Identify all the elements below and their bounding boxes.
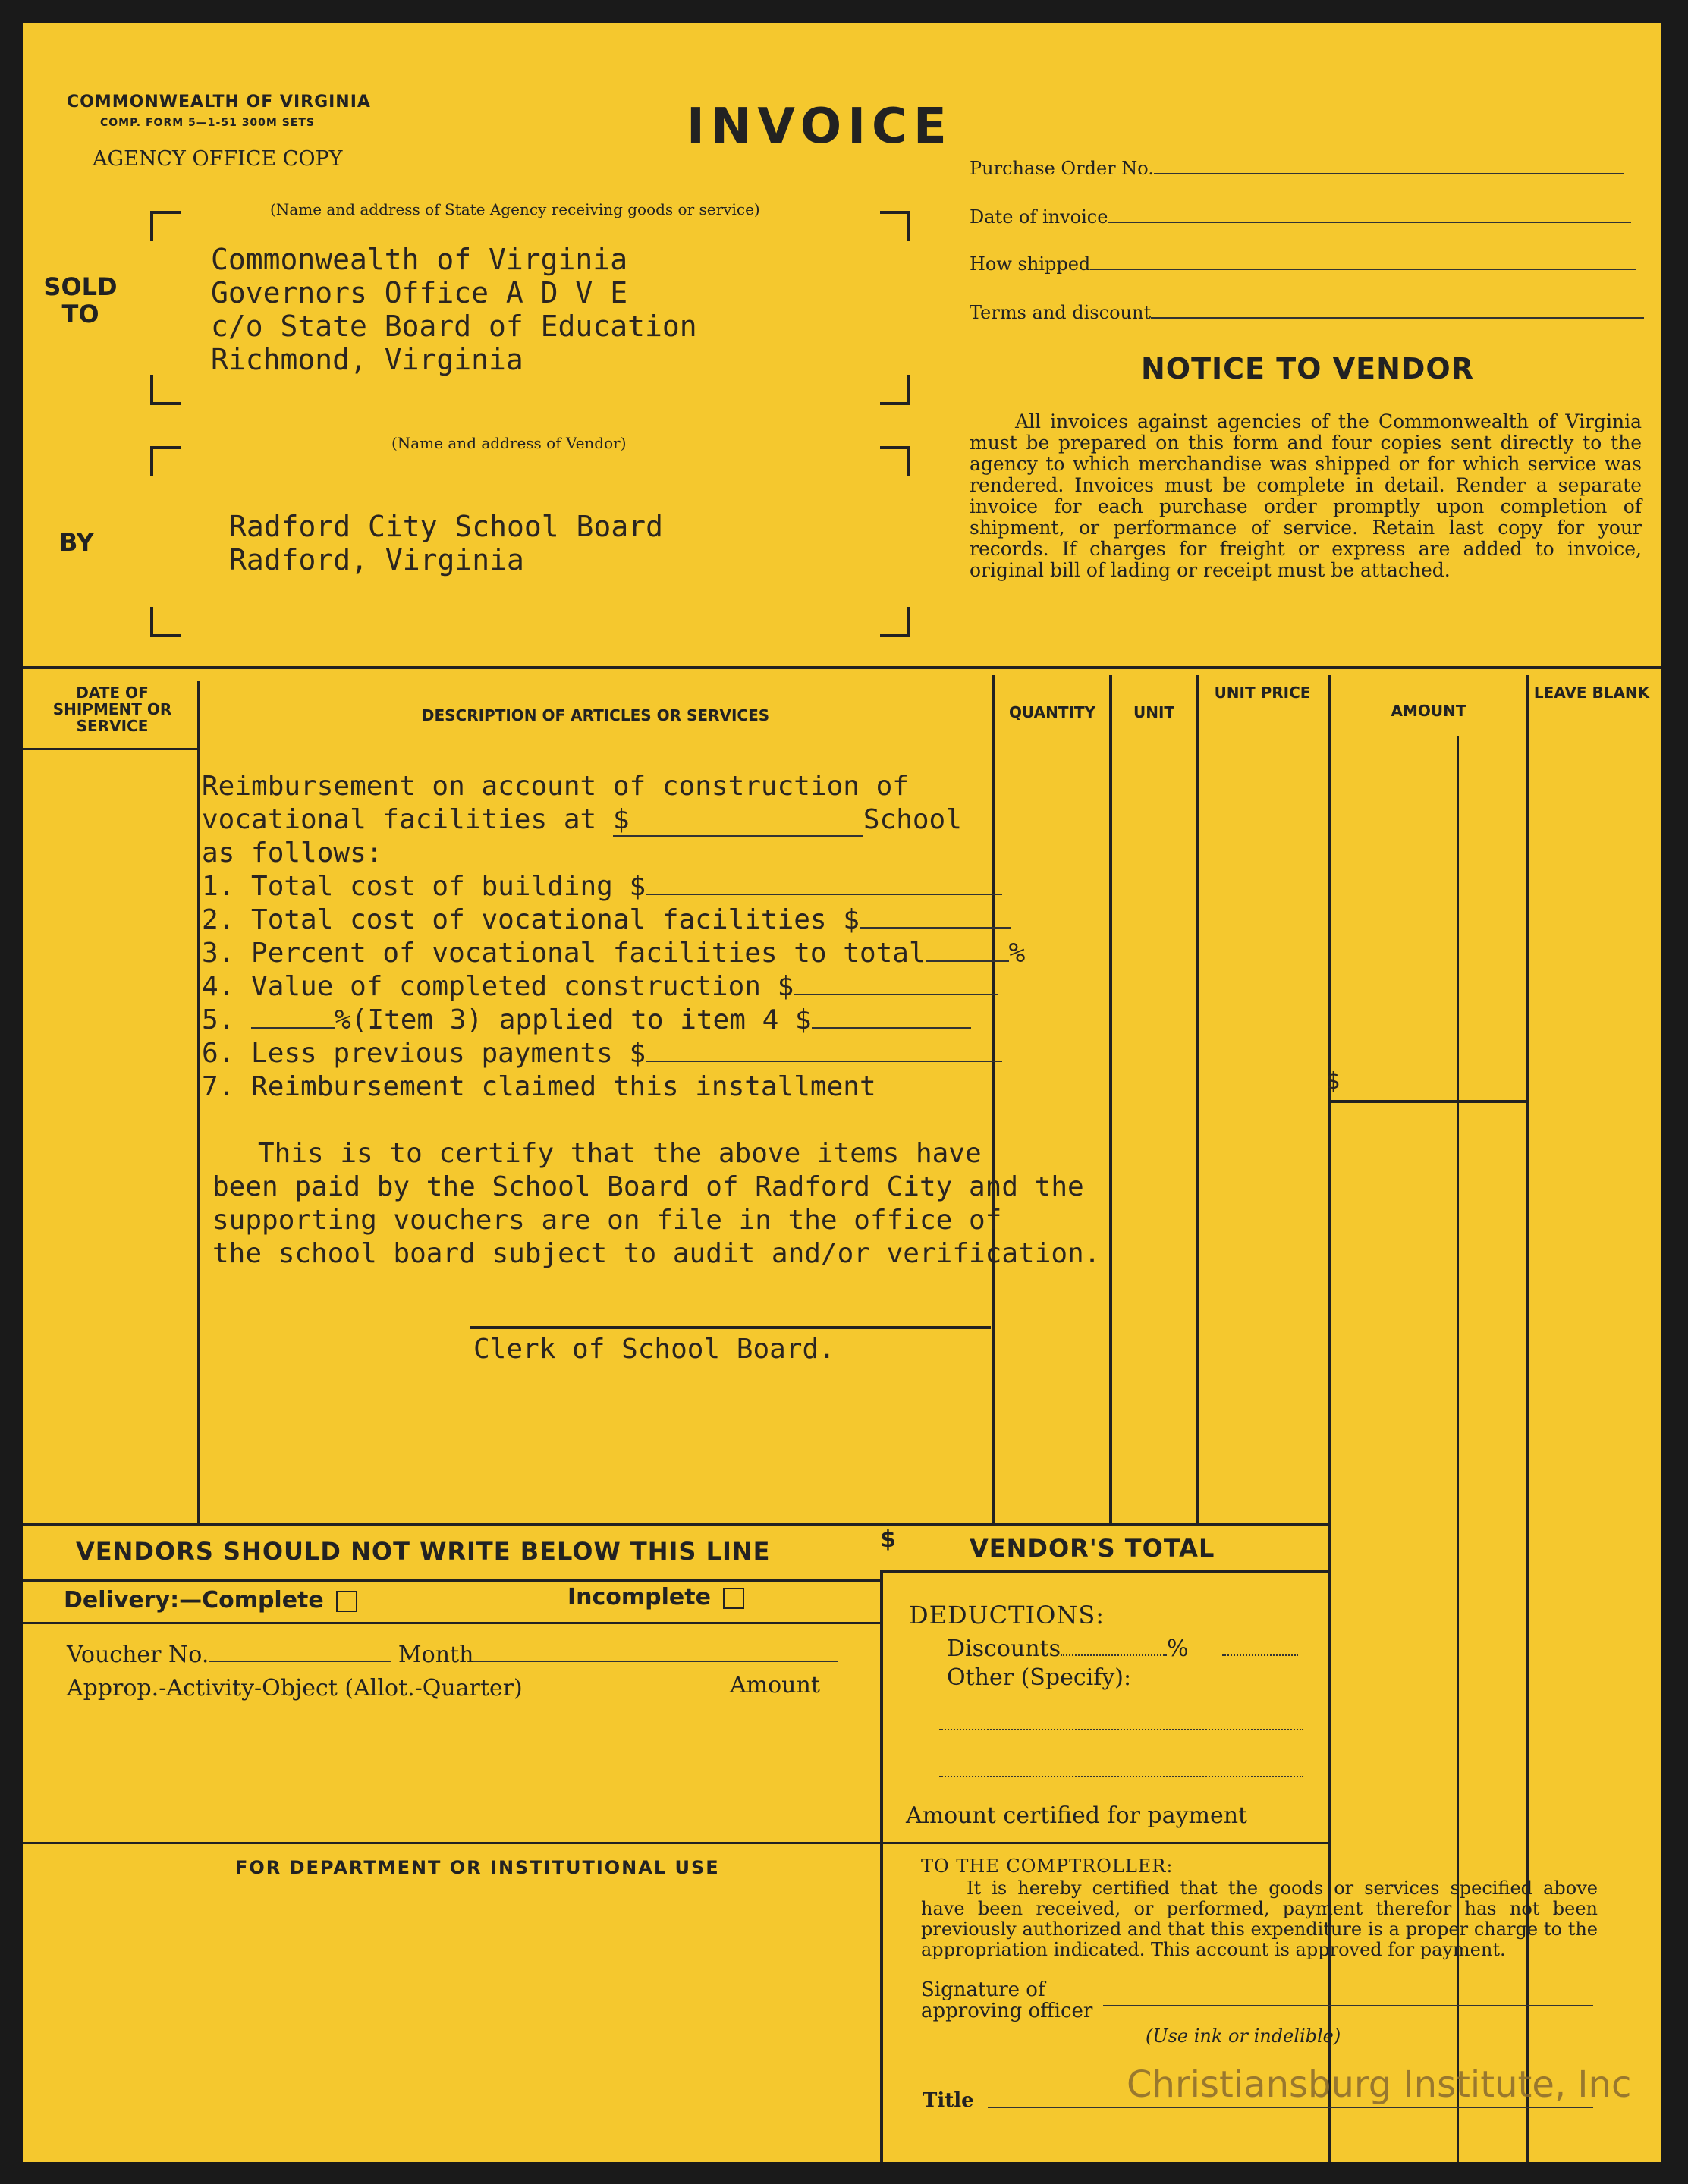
lower-section-rule xyxy=(23,1523,1329,1526)
amount-currency: $ xyxy=(1326,1068,1341,1095)
field-label: Purchase Order No. xyxy=(970,158,1154,179)
blank-line xyxy=(646,1061,1002,1062)
other-label: Other (Specify): xyxy=(947,1664,1132,1691)
ink-note: (Use ink or indelible) xyxy=(1146,2025,1341,2047)
column-divider xyxy=(1109,675,1112,1523)
field-line xyxy=(209,1661,391,1662)
item-text: 6. Less previous payments $ xyxy=(202,1038,646,1069)
commonwealth-header: COMMONWEALTH OF VIRGINIA xyxy=(67,93,371,112)
sold-to-line: Richmond, Virginia xyxy=(211,343,523,376)
bracket-corner xyxy=(150,375,181,405)
amount-line xyxy=(1331,1100,1526,1103)
column-header-date: DATE OF SHIPMENT OR SERVICE xyxy=(52,683,172,735)
blank-line xyxy=(613,804,863,837)
column-divider xyxy=(1196,675,1199,1523)
percent-mark: % xyxy=(1008,938,1026,969)
approving-officer-label: approving officer xyxy=(921,2000,1093,2022)
invoice-form xyxy=(23,23,1661,2162)
column-header-quantity: QUANTITY xyxy=(1008,703,1096,721)
item-text: 3. Percent of vocational facilities to total xyxy=(202,938,926,969)
certification-line: been paid by the School Board of Radford City and the xyxy=(212,1171,1084,1202)
sold-to-caption: (Name and address of State Agency receiving goods or service) xyxy=(270,200,760,218)
department-rule xyxy=(23,1842,1329,1844)
column-header-unit: UNIT xyxy=(1133,703,1175,721)
blank-line xyxy=(812,1027,971,1029)
watermark: Christiansburg Institute, Inc xyxy=(1127,2063,1632,2106)
discounts-field[interactable] xyxy=(947,1636,1298,1662)
notice-title: NOTICE TO VENDOR xyxy=(1141,352,1474,385)
blank-line xyxy=(794,994,998,995)
field-line xyxy=(1103,2005,1593,2006)
terms-field[interactable] xyxy=(970,302,1660,323)
column-divider xyxy=(992,675,995,1523)
currency-mark: $ xyxy=(612,804,630,835)
notice-body: All invoices against agencies of the Commonwealth of Virginia must be prepared on this form and four copies sent directly to the agency to which merchandise was shipped or for which service was rendered. Invoices must be complete in detail. Render a separate invoice for each purchase order promptly upon completion of shipment, or performance of service. Retain last copy for your records. If charges for freight or express are added to invoice, original bill of lading or receipt must be attached. xyxy=(970,410,1642,581)
voucher-field[interactable] xyxy=(67,1642,838,1668)
field-line xyxy=(473,1661,838,1662)
item-text: 2. Total cost of vocational facilities $ xyxy=(202,904,860,935)
signature-label: Signature of xyxy=(921,1978,1045,2001)
description-text: School xyxy=(863,804,962,835)
description-item xyxy=(202,904,1011,935)
copy-label: AGENCY OFFICE COPY xyxy=(93,147,343,171)
description-line xyxy=(202,804,962,837)
complete-checkbox[interactable] xyxy=(336,1591,357,1612)
title-label: Title xyxy=(923,2089,974,2112)
delivery-incomplete[interactable] xyxy=(567,1584,744,1611)
description-item xyxy=(202,871,1002,902)
bracket-corner xyxy=(150,607,181,637)
bracket-corner xyxy=(880,211,910,241)
description-line: Reimbursement on account of construction of xyxy=(202,771,909,802)
dotted-line xyxy=(1061,1654,1167,1656)
blank-line xyxy=(251,1027,335,1029)
bracket-corner xyxy=(880,446,910,476)
dotted-line xyxy=(939,1729,1303,1730)
field-line xyxy=(1151,317,1644,319)
clerk-signature-label: Clerk of School Board. xyxy=(473,1334,835,1365)
delivery-rule-bottom xyxy=(23,1622,880,1624)
discounts-label: Discounts xyxy=(947,1636,1061,1662)
deduction-line[interactable] xyxy=(939,1719,1303,1733)
sold-to-line: Commonwealth of Virginia xyxy=(211,243,628,276)
incomplete-checkbox[interactable] xyxy=(723,1588,744,1609)
description-item xyxy=(202,971,998,1002)
vendor-total-label: VENDOR'S TOTAL xyxy=(970,1534,1215,1563)
date-of-invoice-field[interactable] xyxy=(970,206,1660,228)
description-item xyxy=(202,1004,971,1035)
department-use-label: FOR DEPARTMENT OR INSTITUTIONAL USE xyxy=(235,1857,720,1878)
certification-line: the school board subject to audit and/or verification. xyxy=(212,1238,1101,1269)
deductions-label: DEDUCTIONS: xyxy=(909,1601,1105,1629)
delivery-complete[interactable] xyxy=(64,1587,357,1614)
vendor-total-rule xyxy=(880,1570,1329,1573)
field-line xyxy=(1154,173,1624,174)
purchase-order-field[interactable] xyxy=(970,158,1660,179)
column-header-leave-blank: LEAVE BLANK xyxy=(1533,683,1650,702)
deduction-line[interactable] xyxy=(939,1766,1303,1780)
field-label: Date of invoice xyxy=(970,206,1108,228)
table-header-rule xyxy=(23,748,197,750)
delivery-rule-top xyxy=(23,1579,880,1582)
vendors-note: VENDORS SHOULD NOT WRITE BELOW THIS LINE xyxy=(76,1537,771,1566)
sold-to-line: c/o State Board of Education xyxy=(211,310,697,343)
description-text: vocational facilities at xyxy=(202,804,597,835)
percent-mark: % xyxy=(1167,1636,1189,1662)
sold-to-label: SOLD TO xyxy=(43,272,118,328)
bracket-corner xyxy=(880,607,910,637)
how-shipped-field[interactable] xyxy=(970,253,1660,275)
certified-label: Amount certified for payment xyxy=(906,1802,1248,1829)
field-line xyxy=(988,2107,1593,2108)
sold-to-line: Governors Office A D V E xyxy=(211,276,628,310)
vendor-line: Radford, Virginia xyxy=(229,543,524,577)
vendor-line: Radford City School Board xyxy=(229,510,663,543)
certification-line: This is to certify that the above items have xyxy=(258,1138,982,1169)
item-text: 4. Value of completed construction $ xyxy=(202,971,794,1002)
delivery-incomplete-label: Incomplete xyxy=(567,1584,711,1611)
signature-line xyxy=(470,1326,991,1329)
approp-label: Approp.-Activity-Object (Allot.-Quarter) xyxy=(67,1675,523,1702)
vendor-total-currency: $ xyxy=(880,1526,896,1553)
bracket-corner xyxy=(150,211,181,241)
by-label: BY xyxy=(59,528,94,557)
comptroller-title: TO THE COMPTROLLER: xyxy=(921,1856,1174,1877)
item-text: 5. xyxy=(202,1004,235,1035)
field-line xyxy=(1108,222,1631,223)
dotted-line xyxy=(1222,1654,1298,1656)
description-item: 7. Reimbursement claimed this installment xyxy=(202,1071,876,1102)
invoice-title: INVOICE xyxy=(687,99,953,155)
field-line xyxy=(1090,269,1636,270)
form-number: COMP. FORM 5—1-51 300M SETS xyxy=(100,117,315,129)
table-top-rule xyxy=(23,666,1661,669)
comptroller-body: It is hereby certified that the goods or services specified above have been received, or performed, payment therefor has not been previously authorized and that this expenditure is a proper charge to the appropriation indicated. This account is approved for payment. xyxy=(921,1878,1598,1960)
column-header-description: DESCRIPTION OF ARTICLES OR SERVICES xyxy=(421,706,770,724)
month-label: Month xyxy=(398,1642,474,1668)
blank-line xyxy=(646,894,1002,895)
bracket-corner xyxy=(880,375,910,405)
bracket-corner xyxy=(150,446,181,476)
column-divider xyxy=(197,681,200,1523)
signature-input[interactable] xyxy=(1103,1995,1593,2010)
column-header-unit-price: UNIT PRICE xyxy=(1214,683,1311,702)
blank-line xyxy=(860,927,1011,929)
dotted-line xyxy=(939,1776,1303,1777)
field-label: Terms and discount xyxy=(970,302,1152,323)
field-label: How shipped xyxy=(970,253,1091,275)
item-text: 1. Total cost of building $ xyxy=(202,871,646,902)
description-item xyxy=(202,1038,1002,1069)
amount-label: Amount xyxy=(730,1672,820,1698)
description-item xyxy=(202,938,1025,969)
certification-line: supporting vouchers are on file in the office of xyxy=(212,1205,1002,1236)
vendor-caption: (Name and address of Vendor) xyxy=(391,434,627,452)
description-line: as follows: xyxy=(202,837,383,869)
voucher-label: Voucher No. xyxy=(67,1642,209,1668)
column-header-amount: AMOUNT xyxy=(1391,702,1466,720)
blank-line xyxy=(926,960,1009,962)
item-text: %(Item 3) applied to item 4 $ xyxy=(335,1004,812,1035)
delivery-complete-label: Delivery:—Complete xyxy=(64,1587,324,1614)
lower-divider xyxy=(880,1570,883,2162)
